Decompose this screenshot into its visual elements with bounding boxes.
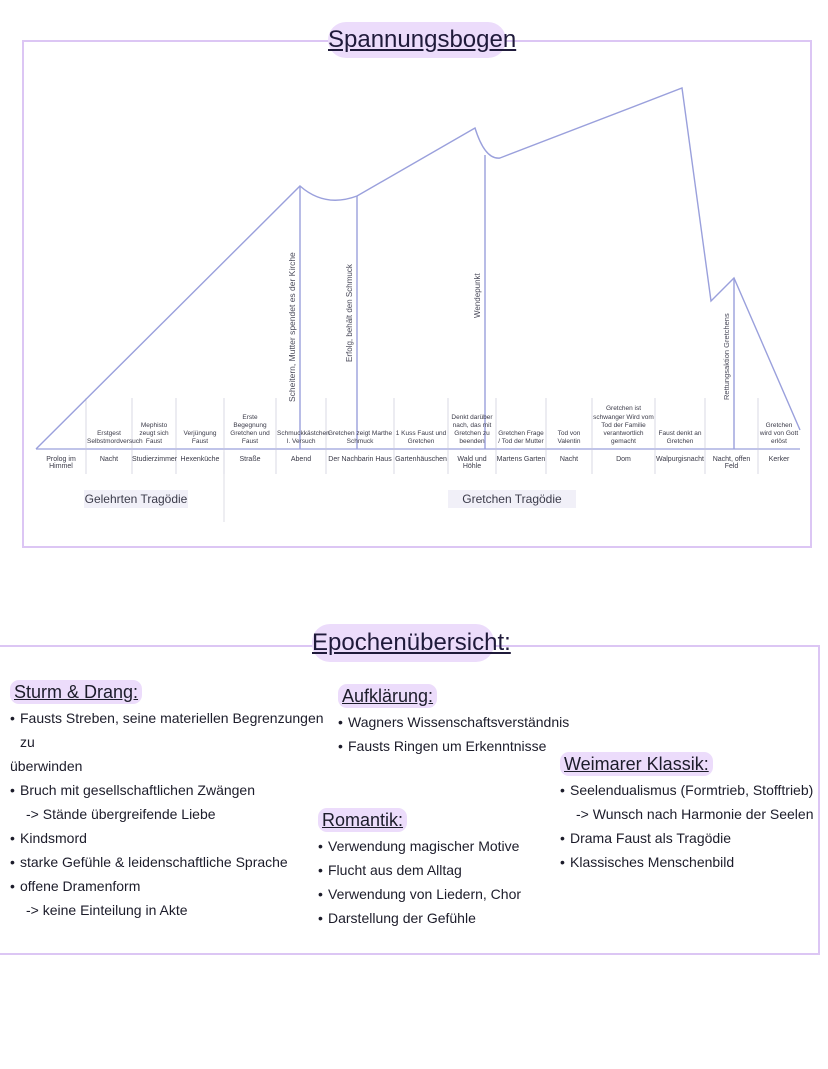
list-item-text: starke Gefühle & leidenschaftliche Sprache [20,854,288,870]
list-item-text: -> keine Einteilung in Akte [26,902,188,918]
bullet-icon: • [10,710,15,726]
col-aufklaerung [338,684,578,758]
list-item-text: Klassisches Menschenbild [570,854,735,870]
tag-gretchen: Gretchen Tragödie [448,490,576,508]
list-item [10,802,340,826]
scene-description: Gretchen Frage / Tod der Mutter [498,429,544,445]
scene-place: Martens Garten [496,456,546,463]
list-item-text: Verwendung magischer Motive [328,838,520,854]
bullet-icon: • [318,838,323,854]
list-item [10,874,340,898]
scene-place: Nacht [559,456,579,463]
bullet-icon: • [318,862,323,878]
scene-description: Gretchen wird von Gott erlöst [759,421,799,445]
list-item [318,906,558,930]
heading-aufklaerung: Aufklärung: [338,684,437,708]
list-item [338,710,578,734]
bullet-icon: • [318,886,323,902]
scene-description: Denkt darüber nach, das mit Gretchen zu beenden [451,413,493,445]
scene-place: Nacht [99,456,119,463]
list-item [10,898,340,922]
list-item-text: Darstellung der Gefühle [328,910,476,926]
scene-description: Erstgest Selbstmordversuch [87,429,143,445]
scene-description: Mephisto zeugt sich Faust [139,421,169,445]
scene-place: Abend [290,456,312,463]
epochs-title: Epochenübersicht: [312,624,494,662]
bullet-icon: • [318,910,323,926]
list-item-text: Fausts Ringen um Erkenntnisse [348,738,547,754]
scene-place: Hexenküche [180,456,220,463]
scene-place: Walpurgisnacht [656,456,704,463]
list-sturm [10,706,340,922]
scene-description: Tod von Valentin [557,429,581,445]
list-item-text: Bruch mit gesellschaftlichen Zwängen [20,782,256,798]
bullet-icon: • [560,782,565,798]
list-item-text: Wagners Wissenschaftsverständnis [348,714,570,730]
scene-description: Faust denkt an Gretchen [658,429,702,445]
bullet-icon: • [10,830,15,846]
list-item [10,706,340,754]
bullet-icon: • [10,782,15,798]
scene-description: Verjüngung Faust [183,429,217,445]
bullet-icon: • [10,854,15,870]
list-item [10,778,340,802]
list-item-text: Kindsmord [20,830,87,846]
bullet-icon: • [560,830,565,846]
list-item [318,858,558,882]
list-item [10,754,340,778]
list-item-text: offene Dramenform [20,878,141,894]
arc-curve [36,88,800,449]
event-label-erfolg: Erfolg, behält den Schmuck [345,264,354,362]
scene-description: Gretchen zeigt Marthe Schmuck [327,429,393,445]
col-klassik [560,752,816,874]
scene-place: Straße [239,456,261,463]
scene-place: Der Nachbarin Haus [328,456,392,463]
list-item [10,826,340,850]
heading-romantik: Romantik: [318,808,407,832]
scene-place: Nacht, offen Feld [712,456,751,470]
list-aufklaerung [338,710,578,758]
list-item [338,734,578,758]
heading-sturm: Sturm & Drang: [10,680,142,704]
scene-place: Gartenhäuschen [395,456,447,463]
list-item [318,882,558,906]
scene-description: Erste Begegnung Gretchen und Faust [230,413,270,445]
list-item-text: -> Stände übergreifende Liebe [26,806,216,822]
bullet-icon: • [10,878,15,894]
scene-place: Prolog im Himmel [46,456,76,470]
col-romantik [318,808,558,930]
list-item [560,826,816,850]
list-item-text: Fausts Streben, seine materiellen Begrenzungen zu [20,710,324,750]
event-label-scheitern: Scheitern, Mutter spendet es der Kirche [287,252,297,402]
list-item [318,834,558,858]
list-item-text: überwinden [10,758,83,774]
list-item-text: Verwendung von Liedern, Chor [328,886,522,902]
bullet-icon: • [560,854,565,870]
bullet-icon: • [338,738,343,754]
list-item-text: -> Wunsch nach Harmonie der Seelen [576,806,814,822]
tag-gelehrten: Gelehrten Tragödie [84,492,188,506]
scene-description: Gretchen ist schwanger Wird vom Tod der Familie verantwortlich gemacht [593,405,654,445]
list-romantik [318,834,558,930]
arc-title: Spannungsbogen [328,22,506,58]
scene-place: Kerker [768,456,790,463]
list-item [10,850,340,874]
list-item-text: Seelendualismus (Formtrieb, Stofftrieb) [570,782,814,798]
scene-place: Wald und Höhle [457,456,487,470]
scene-description: Schmuckkästchen I. Versuch [277,429,330,445]
heading-klassik: Weimarer Klassik: [560,752,713,776]
list-item [560,802,816,826]
event-label-wendepunkt: Wendepunkt [473,273,482,318]
list-item-text: Flucht aus dem Alltag [328,862,462,878]
list-item [560,778,816,802]
scene-place: Studierzimmer [132,456,178,463]
scene-description: 1 Kuss Faust und Gretchen [395,429,447,445]
bullet-icon: • [338,714,343,730]
list-item-text: Drama Faust als Tragödie [570,830,732,846]
list-klassik [560,778,816,874]
list-item [560,850,816,874]
scene-place: Dom [616,456,631,463]
event-label-rettung: Rettungsaktion Gretchens [722,313,731,400]
col-sturm [10,680,340,922]
